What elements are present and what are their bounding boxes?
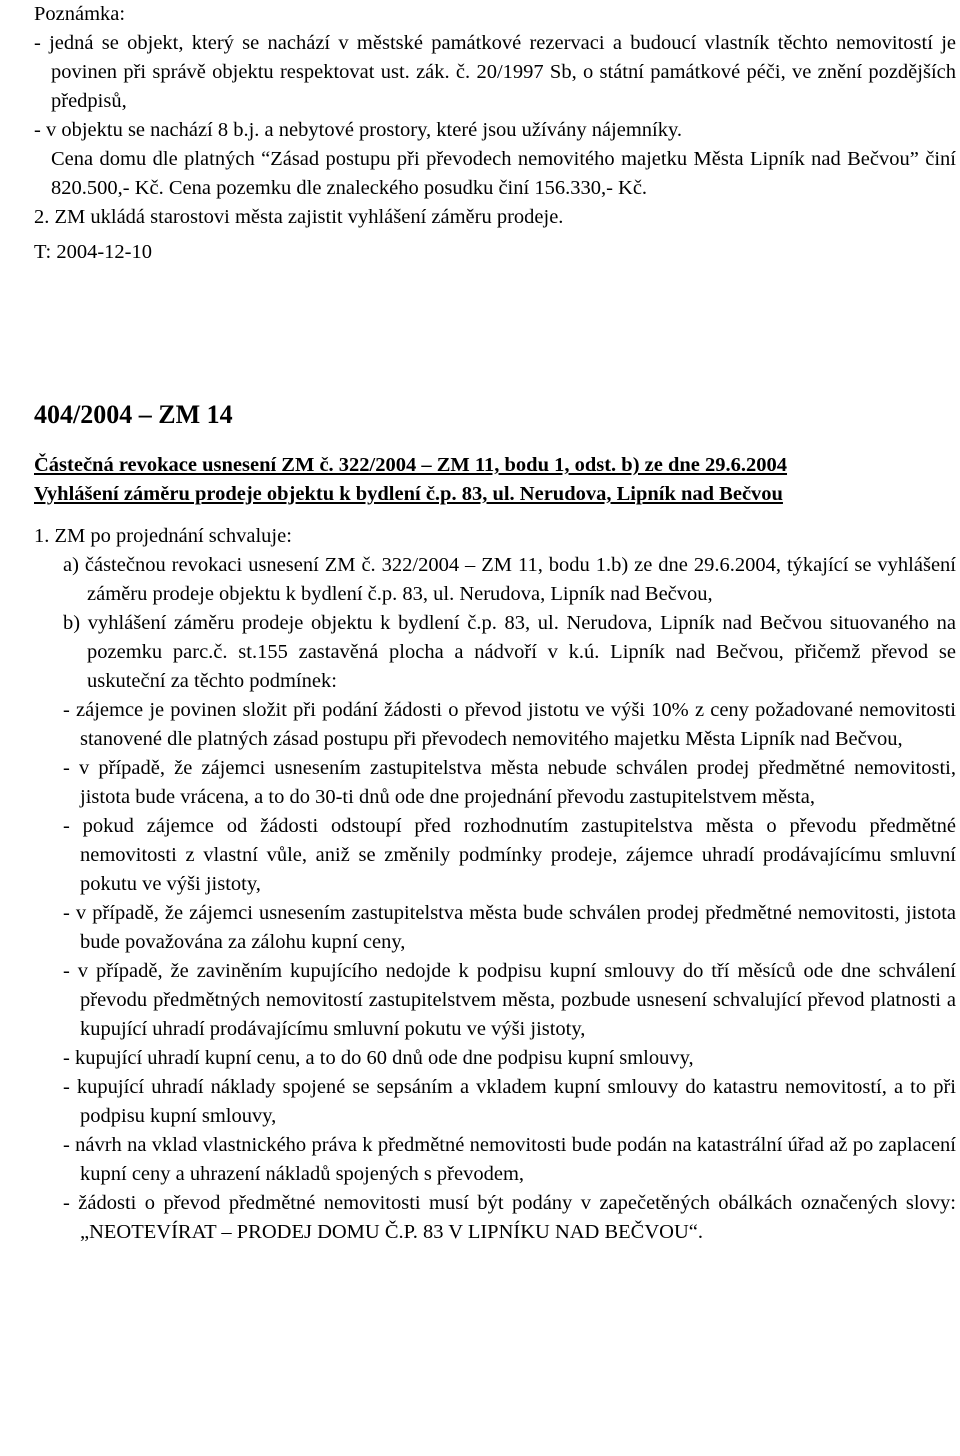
condition-item: - v případě, že zájemci usnesením zastupitelstva města bude schválen prodej předmětné nemovitosti, jistota bude považována za zálohu kupní ceny,	[63, 902, 956, 953]
note-label: Poznámka:	[34, 3, 126, 25]
item-2: 2. ZM ukládá starostovi města zajistit vyhlášení záměru prodeje.	[34, 206, 564, 228]
condition-item: - návrh na vklad vlastnického práva k předmětné nemovitosti bude podán na katastrální úřad až po zaplacení kupní ceny a uhrazení nákladů spojených s převodem,	[63, 1134, 956, 1185]
resolution-title-line-1: Částečná revokace usnesení ZM č. 322/2004 – ZM 11, bodu 1, odst. b) ze dne 29.6.2004	[34, 454, 788, 476]
resolution-point-a: a) částečnou revokaci usnesení ZM č. 322/2004 – ZM 11, bodu 1.b) ze dne 29.6.2004, týkající se vyhlášení záměru prodeje objektu k bydlení č.p. 83, ul. Nerudova, Lipník nad Bečvou,	[63, 554, 956, 605]
note-price: Cena domu dle platných “Zásad postupu při převodech nemovitého majetku Města Lipník nad Bečvou” činí 820.500,- Kč. Cena pozemku dle znaleckého posudku činí 156.330,- Kč.	[51, 148, 956, 199]
condition-item: - žádosti o převod předmětné nemovitosti musí být podány v zapečetěných obálkách označených slovy: „NEOTEVÍRAT – PRODEJ DOMU Č.P. 83 V LIPNÍKU NAD BEČVOU“.	[63, 1192, 956, 1243]
note-item-1: - jedná se objekt, který se nachází v městské památkové rezervaci a budoucí vlastník těchto nemovitostí je povinen při správě objektu respektovat ust. zák. č. 20/1997 Sb, o státní památkové péči, ve znění pozdějších předpisů,	[34, 32, 956, 112]
condition-item: - zájemce je povinen složit při podání žádosti o převod jistotu ve výši 10% z ceny požadované nemovitosti stanovené dle platných zásad postupu při převodech nemovitého majetku Města Lipník nad Bečvou,	[63, 699, 956, 750]
condition-item: - v případě, že zaviněním kupujícího nedojde k podpisu kupní smlouvy do tří měsíců ode dne schválení převodu předmětných nemovitostí zastupitelstvem města, pozbude usnesení schvalující převod platnosti a kupující uhradí prodávajícímu smluvní pokutu ve výši jistoty,	[63, 960, 956, 1040]
resolution-point-b: b) vyhlášení záměru prodeje objektu k bydlení č.p. 83, ul. Nerudova, Lipník nad Bečvou situovaného na pozemku parc.č. st.155 zastavěná plocha a nádvoří v k.ú. Lipník nad Bečvou, přičemž převod se uskuteční za těchto podmínek:	[63, 612, 956, 692]
condition-item: - kupující uhradí náklady spojené se sepsáním a vkladem kupní smlouvy do katastru nemovitostí, a to při podpisu kupní smlouvy,	[63, 1076, 956, 1127]
conditions-list	[34, 696, 956, 1247]
resolution-title-line-2: Vyhlášení záměru prodeje objektu k bydlení č.p. 83, ul. Nerudova, Lipník nad Bečvou	[34, 483, 783, 505]
condition-item: - v případě, že zájemci usnesením zastupitelstva města nebude schválen prodej předmětné nemovitosti, jistota bude vrácena, a to do 30-ti dnů ode dne projednání převodu zastupitelstvem města,	[63, 757, 956, 808]
document-page	[34, 0, 956, 1247]
note-item-2: - v objektu se nachází 8 b.j. a nebytové prostory, které jsou užívány nájemníky.	[34, 119, 683, 141]
condition-item: - kupující uhradí kupní cenu, a to do 60 dnů ode dne podpisu kupní smlouvy,	[63, 1047, 694, 1069]
resolution-intro: 1. ZM po projednání schvaluje:	[34, 525, 292, 547]
resolution-number: 404/2004 – ZM 14	[34, 400, 233, 429]
deadline: T: 2004-12-10	[34, 241, 152, 263]
condition-item: - pokud zájemce od žádosti odstoupí před rozhodnutím zastupitelstva města o převodu předmětné nemovitosti z vlastní vůle, aniž se změnily podmínky prodeje, zájemce uhradí prodávajícímu smluvní pokutu ve výši jistoty,	[63, 815, 956, 895]
